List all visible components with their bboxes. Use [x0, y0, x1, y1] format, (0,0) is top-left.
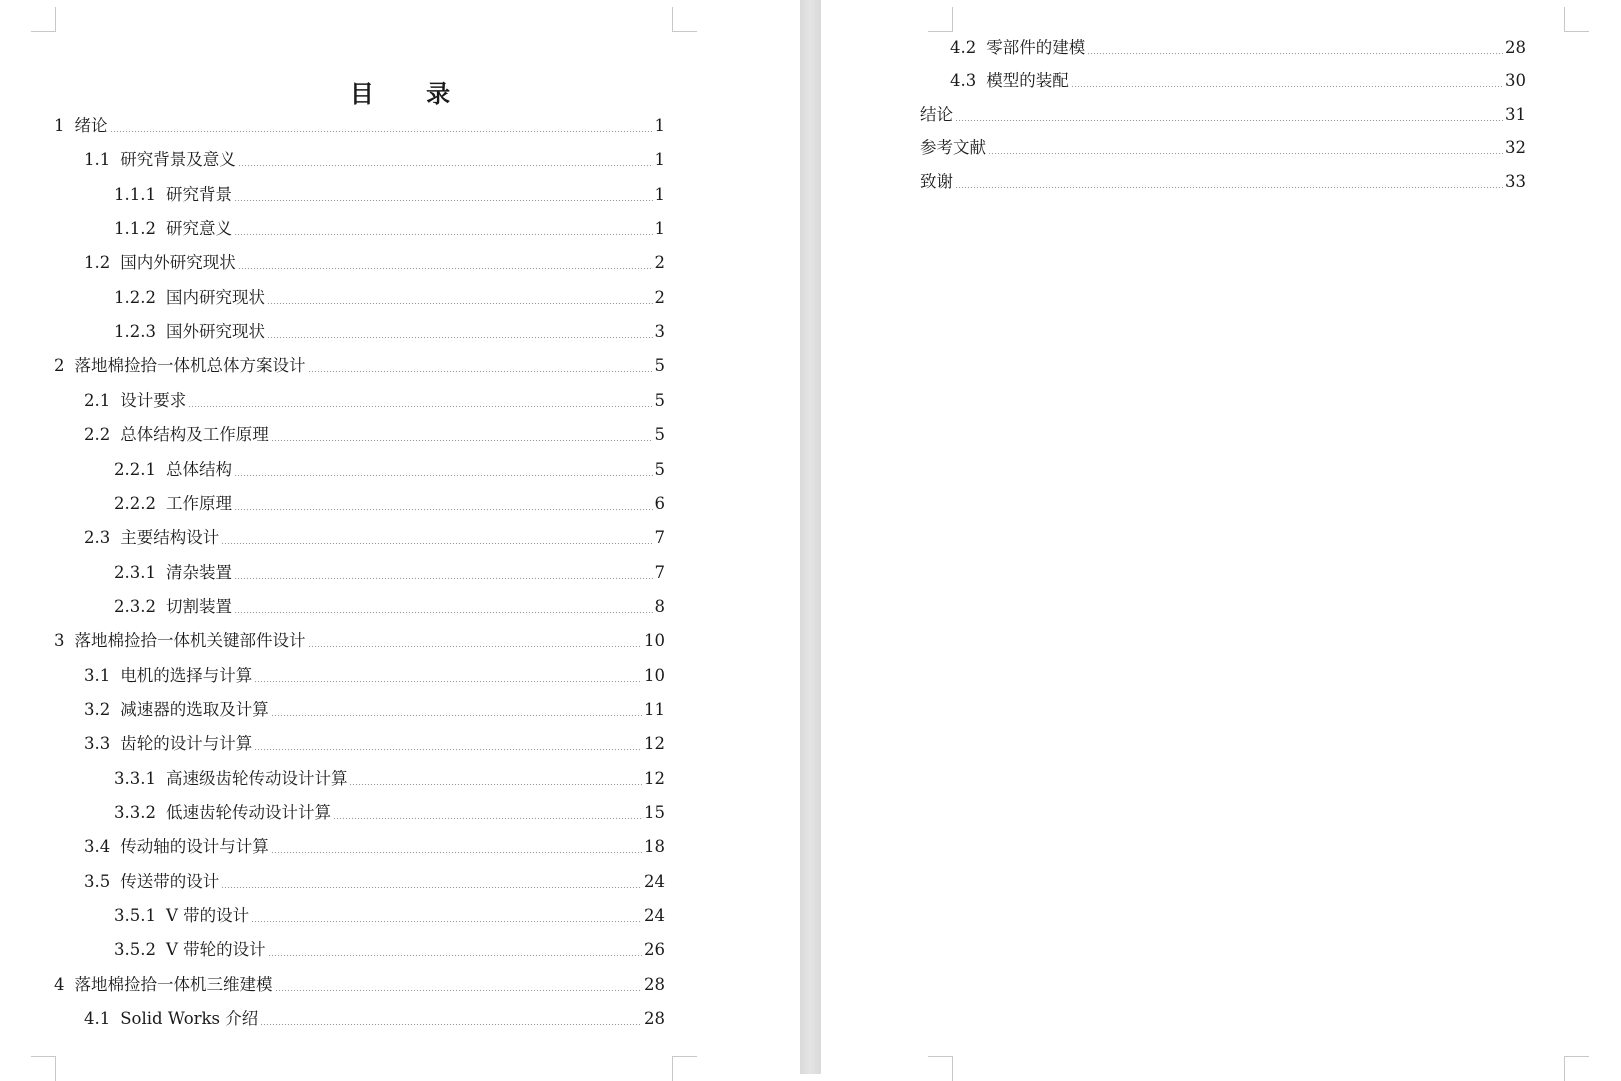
toc-entry-page-number: 30	[1505, 71, 1526, 91]
toc-entry-page-number: 3	[654, 322, 665, 342]
toc-entry-label: 落地棉捡拾一体机总体方案设计	[74, 356, 306, 376]
toc-entry-number: 2	[54, 356, 65, 376]
dot-leader	[333, 818, 642, 819]
toc-entry[interactable]	[950, 70, 1526, 92]
dot-leader	[254, 681, 642, 682]
toc-entry-number: 4.3	[950, 71, 977, 91]
toc-entry[interactable]	[54, 630, 665, 652]
dot-leader	[271, 440, 653, 441]
toc-entry-page-number: 28	[1505, 38, 1526, 57]
dot-leader	[251, 921, 642, 922]
toc-entry-page-number: 10	[644, 665, 665, 685]
toc-entry-page-number: 11	[644, 699, 665, 719]
toc-entry-label: 总体结构	[165, 459, 232, 479]
toc-entry-page-number: 6	[654, 493, 665, 513]
dot-leader	[271, 715, 642, 716]
toc-entry-page-number: 24	[644, 871, 665, 891]
toc-entry[interactable]	[920, 171, 1526, 193]
toc-entry[interactable]	[84, 699, 665, 721]
toc-entry-number: 3.5.1	[114, 906, 156, 926]
crop-mark	[1564, 1056, 1589, 1081]
dot-leader	[234, 475, 653, 476]
toc-entry-label: Solid Works 介绍	[120, 1009, 259, 1029]
toc-entry-label: 研究意义	[165, 219, 232, 239]
dot-leader	[254, 749, 642, 750]
dot-leader	[221, 543, 652, 544]
dot-leader	[234, 234, 653, 235]
toc-entry-label: V 带轮的设计	[165, 940, 266, 960]
toc-entry-page-number: 1	[654, 184, 665, 204]
dot-leader	[234, 200, 653, 201]
toc-entry-number: 3.3.2	[114, 803, 156, 822]
crop-mark	[928, 1056, 953, 1081]
toc-entry-label: 落地棉捡拾一体机关键部件设计	[74, 631, 306, 651]
toc-entry-label: 低速齿轮传动设计计算	[165, 803, 331, 822]
dot-leader	[308, 646, 643, 647]
toc-entry-page-number: 2	[654, 253, 665, 273]
toc-entry-label: 研究背景及意义	[120, 150, 236, 170]
page-gutter	[800, 0, 821, 1074]
dot-leader	[268, 955, 642, 956]
toc-entry-label: 模型的装配	[986, 71, 1069, 91]
toc-entry[interactable]	[114, 596, 665, 618]
toc-entry-number: 3.5.2	[114, 940, 156, 960]
crop-mark	[672, 7, 697, 32]
toc-entry-number: 2.3.1	[114, 562, 156, 582]
crop-mark	[1564, 7, 1589, 32]
toc-entry[interactable]	[114, 905, 665, 927]
dot-leader	[955, 187, 1503, 188]
toc-entry-page-number: 5	[654, 390, 665, 410]
toc-entry-label: 清杂装置	[165, 562, 232, 582]
dot-leader	[234, 509, 653, 510]
document-page-right	[821, 0, 1621, 1074]
toc-entry-number: 3	[54, 631, 65, 651]
toc-entry-label: V 带的设计	[165, 906, 250, 926]
toc-entry-label: 齿轮的设计与计算	[120, 734, 253, 754]
toc-entry[interactable]	[114, 459, 665, 481]
dot-leader	[349, 784, 642, 785]
toc-entry-page-number: 10	[644, 631, 665, 651]
toc-entry[interactable]	[84, 527, 665, 549]
toc-entry-label: 电机的选择与计算	[120, 665, 253, 685]
toc-entry-label: 减速器的选取及计算	[120, 699, 269, 719]
toc-entry[interactable]	[54, 115, 665, 137]
toc-entry-number: 2.2.1	[114, 459, 156, 479]
toc-entry-label: 国内研究现状	[165, 287, 265, 307]
dot-leader	[238, 165, 653, 166]
toc-entry-page-number: 7	[654, 562, 665, 582]
toc-entry-page-number: 15	[644, 803, 665, 822]
toc-entry[interactable]	[84, 733, 665, 755]
dot-leader	[234, 612, 653, 613]
toc-entry-page-number: 12	[644, 734, 665, 754]
dot-leader	[267, 337, 653, 338]
toc-entry[interactable]	[84, 424, 665, 446]
crop-mark	[31, 7, 56, 32]
toc-entry-label: 国外研究现状	[165, 322, 265, 342]
dot-leader	[221, 887, 642, 888]
toc-entry[interactable]	[84, 149, 665, 171]
toc-entry-number: 2.2	[84, 425, 111, 445]
toc-entry[interactable]	[84, 252, 665, 274]
toc-entry[interactable]	[114, 218, 665, 240]
toc-entry-page-number: 33	[1505, 171, 1526, 191]
crop-mark	[31, 1056, 56, 1081]
toc-entry-page-number: 28	[644, 1009, 665, 1029]
dot-leader	[110, 131, 653, 132]
toc-entry-number: 1.2	[84, 253, 111, 273]
toc-entry-label: 传送带的设计	[120, 871, 220, 891]
toc-entry[interactable]	[114, 939, 665, 961]
toc-entry[interactable]	[114, 493, 665, 515]
toc-entry[interactable]	[54, 355, 665, 377]
toc-entry[interactable]	[114, 768, 665, 790]
dot-leader	[234, 578, 653, 579]
toc-entry-number: 1.1	[84, 150, 111, 170]
toc-entry[interactable]	[114, 802, 665, 824]
toc-entry-number: 3.4	[84, 837, 111, 857]
toc-entry[interactable]	[920, 137, 1526, 159]
toc-entry-page-number: 5	[654, 356, 665, 376]
dot-leader	[188, 406, 652, 407]
toc-entry-page-number: 28	[644, 974, 665, 994]
toc-entry[interactable]	[950, 37, 1526, 59]
dot-leader	[271, 852, 642, 853]
toc-entry-page-number: 8	[654, 596, 665, 616]
toc-entry[interactable]	[114, 321, 665, 343]
toc-entry-label: 工作原理	[165, 493, 232, 513]
document-page-left	[0, 0, 800, 1074]
toc-entry-label: 传动轴的设计与计算	[120, 837, 269, 857]
toc-entry-number: 1.1.1	[114, 184, 156, 204]
toc-entry-number: 3.3.1	[114, 768, 156, 788]
toc-entry-label: 设计要求	[120, 390, 187, 410]
toc-entry-number: 4.1	[84, 1009, 111, 1029]
toc-entry-number: 1.2.2	[114, 287, 156, 307]
toc-entry-page-number: 5	[654, 459, 665, 479]
toc-entry-number: 4.2	[950, 38, 977, 57]
toc-entry[interactable]	[84, 390, 665, 412]
toc-entry[interactable]	[54, 974, 665, 996]
toc-entry-number: 2.3	[84, 528, 111, 548]
toc-entry[interactable]	[84, 836, 665, 858]
dot-leader	[1071, 86, 1503, 87]
toc-entry-page-number: 31	[1505, 105, 1526, 124]
dot-leader	[275, 990, 643, 991]
dot-leader	[1087, 53, 1503, 54]
toc-entry-label: 致谢	[920, 171, 953, 191]
toc-entry[interactable]	[114, 184, 665, 206]
toc-entry-label: 结论	[920, 105, 953, 124]
toc-entry[interactable]	[84, 871, 665, 893]
toc-entry-number: 3.1	[84, 665, 111, 685]
toc-entry-number: 3.3	[84, 734, 111, 754]
toc-entry[interactable]	[84, 665, 665, 687]
toc-entry[interactable]	[114, 287, 665, 309]
toc-entry[interactable]	[84, 1008, 665, 1030]
toc-entry-number: 3.5	[84, 871, 111, 891]
dot-leader	[267, 303, 653, 304]
toc-title: 目 录	[349, 79, 473, 108]
toc-entry-page-number: 18	[644, 837, 665, 857]
toc-entry-label: 绪论	[74, 116, 108, 135]
toc-entry-page-number: 5	[654, 425, 665, 445]
toc-entry-number: 2.2.2	[114, 493, 156, 513]
toc-entry[interactable]	[920, 104, 1526, 126]
dot-leader	[988, 153, 1503, 154]
dot-leader	[955, 120, 1503, 121]
toc-entry[interactable]	[114, 562, 665, 584]
toc-entry-number: 1.2.3	[114, 322, 156, 342]
toc-entry-number: 3.2	[84, 699, 111, 719]
toc-entry-label: 参考文献	[920, 138, 986, 158]
toc-entry-page-number: 24	[644, 906, 665, 926]
dot-leader	[308, 371, 653, 372]
toc-entry-label: 总体结构及工作原理	[120, 425, 269, 445]
toc-entry-label: 落地棉捡拾一体机三维建模	[74, 974, 273, 994]
toc-entry-number: 4	[54, 974, 65, 994]
toc-entry-number: 1	[54, 116, 65, 135]
toc-entry-number: 2.3.2	[114, 596, 156, 616]
dot-leader	[238, 268, 653, 269]
toc-entry-label: 零部件的建模	[986, 38, 1086, 57]
toc-entry-page-number: 12	[644, 768, 665, 788]
toc-entry-page-number: 1	[654, 116, 665, 135]
toc-entry-label: 研究背景	[165, 184, 232, 204]
crop-mark	[672, 1056, 697, 1081]
toc-entry-page-number: 7	[654, 528, 665, 548]
toc-entry-label: 切割装置	[165, 596, 232, 616]
toc-entry-page-number: 1	[654, 219, 665, 239]
toc-entry-page-number: 2	[654, 287, 665, 307]
dot-leader	[260, 1024, 642, 1025]
toc-entry-number: 1.1.2	[114, 219, 156, 239]
toc-entry-page-number: 26	[644, 940, 665, 960]
toc-entry-label: 国内外研究现状	[120, 253, 236, 273]
toc-entry-label: 主要结构设计	[120, 528, 220, 548]
toc-entry-label: 高速级齿轮传动设计计算	[165, 768, 348, 788]
toc-entry-page-number: 32	[1505, 138, 1526, 158]
toc-entry-number: 2.1	[84, 390, 111, 410]
toc-entry-page-number: 1	[654, 150, 665, 170]
crop-mark	[928, 7, 953, 32]
